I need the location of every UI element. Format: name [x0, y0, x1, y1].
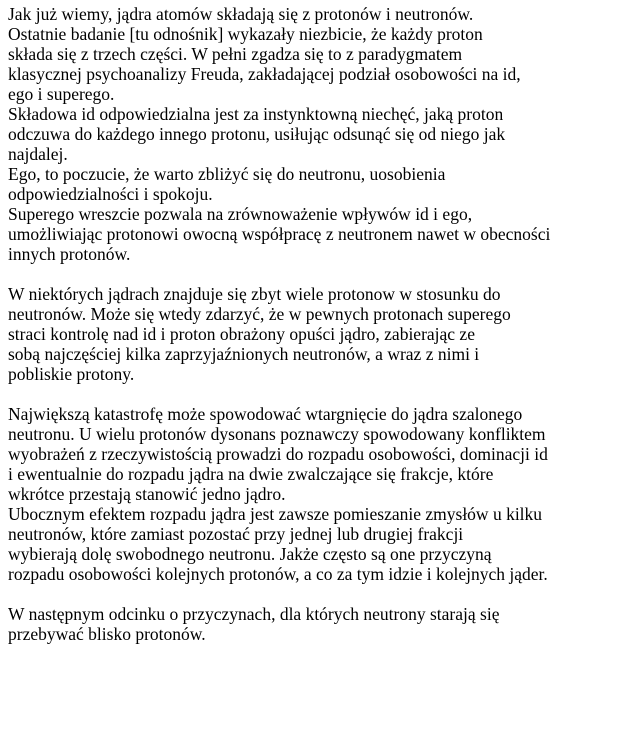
paragraph-gap	[8, 264, 630, 284]
text-line: neutronów. Może się wtedy zdarzyć, że w pewnych protonach superego	[8, 304, 511, 324]
text-line: ego i superego.	[8, 84, 115, 104]
paragraph-2	[8, 284, 630, 384]
text-line: rozpadu osobowości kolejnych protonów, a co za tym idzie i kolejnych jąder.	[8, 564, 548, 584]
text-line: pobliskie protony.	[8, 364, 135, 384]
paragraph-gap	[8, 584, 630, 604]
text-line: odczuwa do każdego innego protonu, usiłując odsunąć się od niego jak	[8, 124, 506, 144]
text-line: składa się z trzech części. W pełni zgadza się to z paradygmatem	[8, 44, 463, 64]
text-line: najdalej.	[8, 144, 68, 164]
paragraph-list	[8, 4, 630, 644]
text-line: neutronu. U wielu protonów dysonans poznawczy spowodowany konfliktem	[8, 424, 546, 444]
text-line: wyobrażeń z rzeczywistością prowadzi do rozpadu osobowości, dominacji id	[8, 444, 548, 464]
text-line: innych protonów.	[8, 244, 131, 264]
text-line: neutronów, które zamiast pozostać przy jednej lub drugiej frakcji	[8, 524, 464, 544]
text-line: przebywać blisko protonów.	[8, 624, 206, 644]
text-line: Ego, to poczucie, że warto zbliżyć się do neutronu, uosobienia	[8, 164, 446, 184]
text-line: sobą najczęściej kilka zaprzyjaźnionych neutronów, a wraz z nimi i	[8, 344, 480, 364]
text-line: Ubocznym efektem rozpadu jądra jest zawsze pomieszanie zmysłów u kilku	[8, 504, 543, 524]
text-line: wybierają dolę swobodnego neutronu. Jakże często są one przyczyną	[8, 544, 492, 564]
paragraph-3	[8, 404, 630, 584]
document-body	[8, 4, 630, 644]
text-line: W następnym odcinku o przyczynach, dla których neutrony starają się	[8, 604, 500, 624]
paragraph-1	[8, 4, 630, 264]
text-line: odpowiedzialności i spokoju.	[8, 184, 213, 204]
text-line: Największą katastrofę może spowodować wtargnięcie do jądra szalonego	[8, 404, 523, 424]
text-line: umożliwiając protonowi owocną współpracę z neutronem nawet w obecności	[8, 224, 551, 244]
text-line: klasycznej psychoanalizy Freuda, zakładającej podział osobowości na id,	[8, 64, 521, 84]
text-line: Superego wreszcie pozwala na zrównoważenie wpływów id i ego,	[8, 204, 473, 224]
paragraph-4	[8, 604, 630, 644]
text-line: wkrótce przestają stanowić jedno jądro.	[8, 484, 286, 504]
text-line: Ostatnie badanie [tu odnośnik] wykazały niezbicie, że każdy proton	[8, 24, 483, 44]
text-line: i ewentualnie do rozpadu jądra na dwie zwalczające się frakcje, które	[8, 464, 494, 484]
text-line: Jak już wiemy, jądra atomów składają się z protonów i neutronów.	[8, 4, 474, 24]
text-line: W niektórych jądrach znajduje się zbyt wiele protonow w stosunku do	[8, 284, 501, 304]
paragraph-gap	[8, 384, 630, 404]
text-line: Składowa id odpowiedzialna jest za instynktowną niechęć, jaką proton	[8, 104, 504, 124]
text-line: straci kontrolę nad id i proton obrażony opuści jądro, zabierając ze	[8, 324, 475, 344]
